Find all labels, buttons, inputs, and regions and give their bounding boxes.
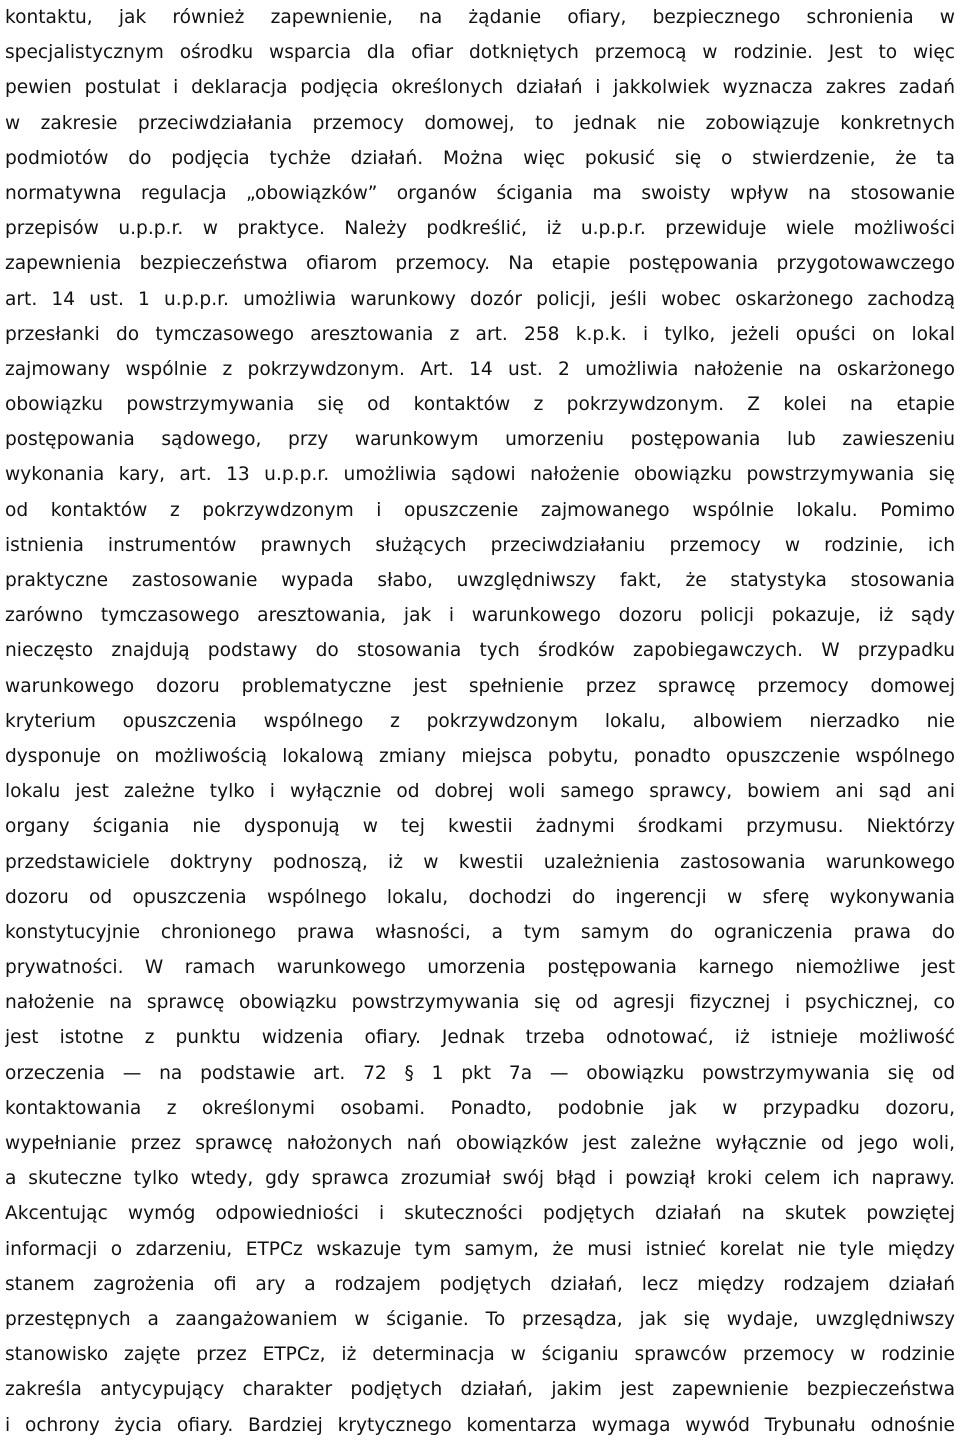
text-line: zajmowany wspólnie z pokrzywdzonym. Art. 14 ust. 2 umożliwia nałożenie na oskarżonego [5,358,955,380]
text-line: organy ścigania nie dysponują w tej kwestii żadnymi środkami przymusu. Niektórzy [5,816,955,838]
text-line: prywatności. W ramach warunkowego umorzenia postępowania karnego niemożliwe jest [5,957,955,979]
text-line: obowiązku powstrzymywania się od kontaktów z pokrzywdzonym. Z kolei na etapie [5,394,955,416]
document-page [5,0,955,1443]
text-line: i ochrony życia ofiary. Bardziej krytycznego komentarza wymaga wywód Trybunału odnośnie [5,1414,955,1436]
text-line: postępowania sądowego, przy warunkowym umorzeniu postępowania lub zawieszeniu [5,429,955,451]
text-line: zakreśla antycypujący charakter podjętych działań, jakim jest zapewnienie bezpieczeństwa [5,1379,955,1401]
text-line: kryterium opuszczenia wspólnego z pokrzywdzonym lokalu, albowiem nierzadko nie [5,710,955,732]
text-line: normatywna regulacja „obowiązków” organów ścigania ma swoisty wpływ na stosowanie [5,182,955,204]
text-line: nałożenie na sprawcę obowiązku powstrzymywania się od agresji fizycznej i psychicznej, co [5,992,955,1014]
text-line: stanem zagrożenia ofi ary a rodzajem podjętych działań, lecz między rodzajem działań [5,1273,955,1295]
text-line: pewien postulat i deklaracja podjęcia określonych działań i jakkolwiek wyznacza zakres zadań [5,77,955,99]
text-line: stanowisko zajęte przez ETPCz, iż determinacja w ściganiu sprawców przemocy w rodzinie [5,1344,955,1366]
text-line: dozoru od opuszczenia wspólnego lokalu, dochodzi do ingerencji w sferę wykonywania [5,886,955,908]
text-line: zarówno tymczasowego aresztowania, jak i warunkowego dozoru policji pokazuje, iż sądy [5,605,955,627]
text-line: orzeczenia — na podstawie art. 72 § 1 pkt 7a — obowiązku powstrzymywania się od [5,1062,955,1084]
text-line: informacji o zdarzeniu, ETPCz wskazuje tym samym, że musi istnieć korelat nie tyle między [5,1238,955,1260]
text-line: praktyczne zastosowanie wypada słabo, uwzględniwszy fakt, że statystyka stosowania [5,570,955,591]
text-line: art. 14 ust. 1 u.p.p.r. umożliwia warunkowy dozór policji, jeśli wobec oskarżonego zachodzą [5,288,955,310]
text-line: Akcentując wymóg odpowiedniości i skuteczności podjętych działań na skutek powziętej [5,1203,955,1225]
text-line: podmiotów do podjęcia tychże działań. Można więc pokusić się o stwierdzenie, że ta [5,147,955,169]
text-line: przepisów u.p.p.r. w praktyce. Należy podkreślić, iż u.p.p.r. przewiduje wiele możliwości [5,218,955,240]
text-line: wypełnianie przez sprawcę nałożonych nań obowiązków jest zależne wyłącznie od jego woli, [5,1133,955,1154]
text-line: przestępnych a zaangażowaniem w ściganie. To przesądza, jak się wydaje, uwzględniwszy [5,1308,955,1330]
text-line: lokalu jest zależne tylko i wyłącznie od dobrej woli samego sprawcy, bowiem ani sąd ani [5,781,955,803]
text-line: istnienia instrumentów prawnych służących przeciwdziałaniu przemocy w rodzinie, ich [5,534,955,556]
text-line: od kontaktów z pokrzywdzonym i opuszczenie zajmowanego wspólnie lokalu. Pomimo [5,499,955,521]
text-line: jest istotne z punktu widzenia ofiary. Jednak trzeba odnotować, iż istnieje możliwość [5,1027,955,1049]
text-line: specjalistycznym ośrodku wsparcia dla ofiar dotkniętych przemocą w rodzinie. Jest to więc [5,42,955,64]
text-line: nieczęsto znajdują podstawy do stosowania tych środków zapobiegawczych. W przypadku [5,640,955,662]
text-line: wykonania kary, art. 13 u.p.p.r. umożliwia sądowi nałożenie obowiązku powstrzymywania się [5,464,955,486]
text-line: kontaktowania z określonymi osobami. Ponadto, podobnie jak w przypadku dozoru, [5,1097,955,1119]
text-line: a skuteczne tylko wtedy, gdy sprawca zrozumiał swój błąd i powziął kroki celem ich naprawy. [5,1168,955,1190]
text-line: zapewnienia bezpieczeństwa ofiarom przemocy. Na etapie postępowania przygotowawczego [5,253,955,275]
text-line: przesłanki do tymczasowego aresztowania z art. 258 k.p.k. i tylko, jeżeli opuści on lokal [5,323,955,345]
text-line: warunkowego dozoru problematyczne jest spełnienie przez sprawcę przemocy domowej [5,675,955,697]
text-line: w zakresie przeciwdziałania przemocy domowej, to jednak nie zobowiązuje konkretnych [5,112,955,134]
text-line: dysponuje on możliwością lokalową zmiany miejsca pobytu, ponadto opuszczenie wspólnego [5,745,955,767]
text-line: konstytucyjnie chronionego prawa własności, a tym samym do ograniczenia prawa do [5,921,955,943]
text-line: kontaktu, jak również zapewnienie, na żądanie ofiary, bezpiecznego schronienia w [5,7,955,28]
text-line: przedstawiciele doktryny podnoszą, iż w kwestii uzależnienia zastosowania warunkowego [5,851,955,873]
